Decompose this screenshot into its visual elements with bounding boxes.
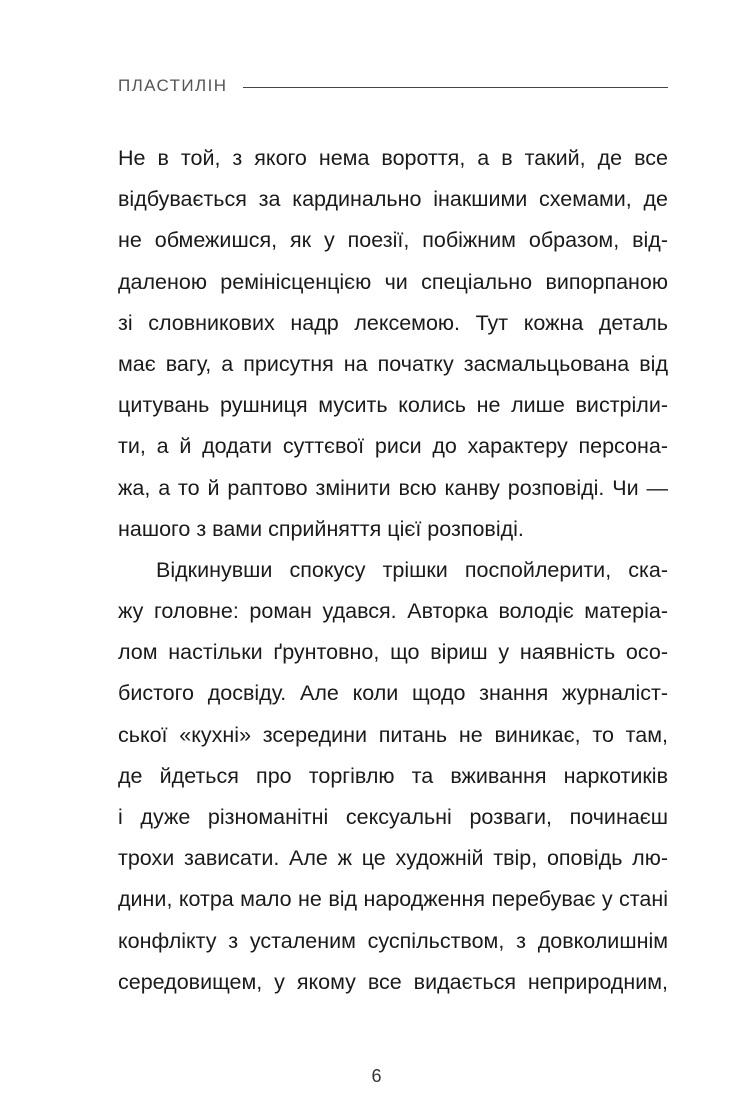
page-body [118, 138, 668, 1003]
text-line: трохи зависати. Але ж це художній твір, оповідь лю- [118, 846, 668, 871]
paragraph-2 [118, 550, 668, 1003]
text-line: бистого досвіду. Але коли щодо знання журналіст- [118, 681, 668, 706]
running-title: ПЛАСТИЛІН [118, 76, 228, 95]
text-line: де йдеться про торгівлю та вживання наркотиків [118, 763, 668, 788]
header-rule [243, 87, 668, 88]
text-line: ської «кухні» зсередини питань не виникає, то там, [118, 722, 668, 747]
text-line: жа, а то й раптово змінити всю канву розповіді. Чи — [118, 475, 668, 500]
text-line: Відкинувши спокусу трішки поспойлерити, ска- [156, 557, 668, 582]
paragraph-1 [118, 138, 668, 550]
running-header [118, 74, 668, 98]
text-line: жу головне: роман удався. Авторка володіє матеріа- [118, 599, 668, 624]
text-line: лом настільки ґрунтовно, що віриш у наявність осо- [118, 640, 668, 665]
text-line: даленою ремінісценцією чи спеціально випорпаною [118, 269, 668, 294]
text-line: має вагу, а присутня на початку засмальцьована від [118, 351, 668, 376]
text-line: і дуже різноманітні сексуальні розваги, починаєш [118, 805, 668, 829]
text-line: Не в той, з якого нема вороття, а в такий, де все [118, 146, 668, 170]
page-number: 6 [371, 1066, 382, 1086]
text-line: зі словникових надр лексемою. Тут кожна деталь [118, 310, 668, 335]
text-line: ти, а й додати суттєвої риси до характеру персона- [118, 434, 668, 459]
text-line: нашого з вами сприйняття цієї розповіді. [118, 516, 524, 541]
text-line: конфлікту з усталеним суспільством, з довколишнім [118, 928, 668, 953]
text-line: цитувань рушниця мусить колись не лише вистріли- [118, 393, 668, 418]
text-line: не обмежишся, як у поезії, побіжним образом, від- [118, 228, 668, 253]
text-line: середовищем, у якому все видається неприродним, [118, 969, 668, 994]
text-line: відбувається за кардинально інакшими схемами, де [118, 187, 668, 212]
text-line: дини, котра мало не від народження перебуває у стані [118, 887, 668, 912]
